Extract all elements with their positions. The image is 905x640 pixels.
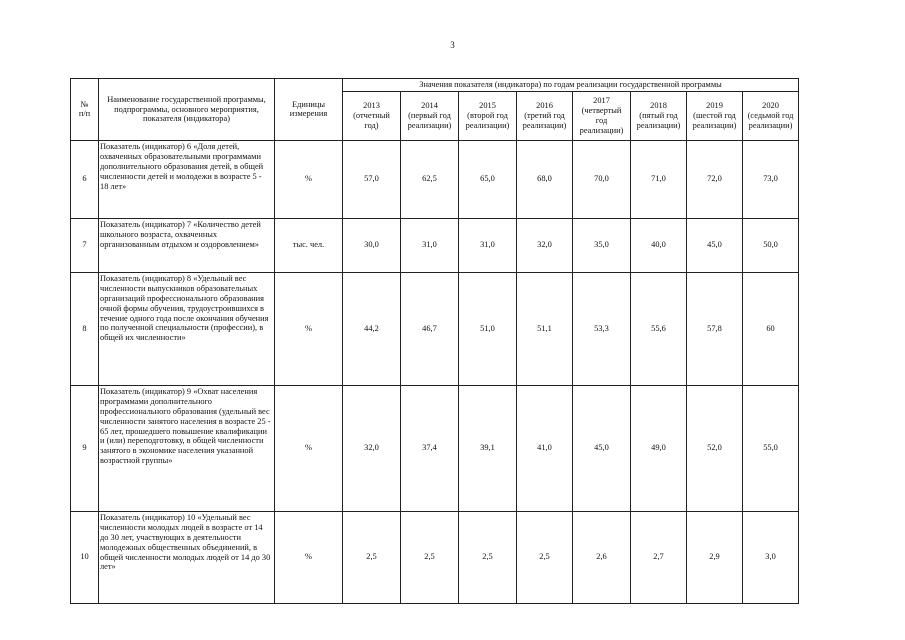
- indicator-value: 37,4: [401, 385, 459, 511]
- indicator-value: 45,0: [687, 218, 743, 272]
- indicator-value: 31,0: [401, 218, 459, 272]
- indicator-name: Показатель (индикатор) 9 «Охват населения программами дополнительного профессионального образования (удельный вес численности занятого населения в возрасте 25 - 65 лет, прошедшего повышение квалификации и (или) переподготовку, в общей численности занятого в экономике населения указанной возрастной группы»: [99, 385, 275, 511]
- header-no: № п/п: [71, 79, 99, 141]
- indicator-value: 32,0: [343, 385, 401, 511]
- indicator-name: Показатель (индикатор) 7 «Количество детей школьного возраста, охваченных организованным отдыхом и оздоровлением»: [99, 218, 275, 272]
- indicator-value: 60: [743, 272, 799, 385]
- indicator-value: 2,9: [687, 511, 743, 603]
- year-label: 2015: [479, 101, 496, 111]
- indicator-value: 35,0: [573, 218, 631, 272]
- year-note: (первый год реализации): [407, 110, 452, 130]
- indicator-unit: %: [275, 511, 343, 603]
- indicator-value: 68,0: [517, 140, 573, 218]
- indicator-value: 71,0: [631, 140, 687, 218]
- table-row: [71, 140, 799, 218]
- header-year-2020: [743, 91, 799, 140]
- header-year-2016: [517, 91, 573, 140]
- page-number: 3: [450, 40, 455, 50]
- table-row: [71, 385, 799, 511]
- indicator-value: 57,0: [343, 140, 401, 218]
- header-year-2015: [459, 91, 517, 140]
- header-year-2014: [401, 91, 459, 140]
- row-number: 9: [71, 385, 99, 511]
- year-note: (второй год реализации): [465, 110, 510, 130]
- header-year-2013: [343, 91, 401, 140]
- indicator-value: 39,1: [459, 385, 517, 511]
- indicator-value: 45,0: [573, 385, 631, 511]
- indicator-value: 52,0: [687, 385, 743, 511]
- year-label: 2014: [421, 101, 438, 111]
- year-note: (третий год реализации): [522, 110, 567, 130]
- indicator-value: 73,0: [743, 140, 799, 218]
- year-label: 2019: [706, 101, 723, 111]
- indicator-value: 49,0: [631, 385, 687, 511]
- year-note: (седьмой год реализации): [747, 110, 794, 130]
- year-label: 2016: [536, 101, 553, 111]
- indicator-value: 2,7: [631, 511, 687, 603]
- indicator-value: 30,0: [343, 218, 401, 272]
- header-name: Наименование государственной программы, подпрограммы, основного мероприятия, показателя (индикатора): [99, 79, 275, 141]
- header-values-group: Значения показателя (индикатора) по годам реализации государственной программы: [343, 79, 799, 92]
- year-label: 2017: [593, 96, 610, 106]
- table-row: [71, 272, 799, 385]
- year-label: 2020: [762, 101, 779, 111]
- indicator-value: 57,8: [687, 272, 743, 385]
- indicator-value: 32,0: [517, 218, 573, 272]
- indicator-value: 62,5: [401, 140, 459, 218]
- header-year-2019: [687, 91, 743, 140]
- indicator-value: 2,6: [573, 511, 631, 603]
- indicator-value: 40,0: [631, 218, 687, 272]
- indicator-value: 53,3: [573, 272, 631, 385]
- row-number: 8: [71, 272, 99, 385]
- year-note: (четвертый год реализации): [579, 106, 624, 135]
- year-note: (отчетный год): [353, 110, 390, 130]
- indicator-value: 55,0: [743, 385, 799, 511]
- indicator-value: 72,0: [687, 140, 743, 218]
- indicator-name: Показатель (индикатор) 6 «Доля детей, охваченных образовательными программами дополнительного образования детей, в общей численности детей и молодежи в возрасте 5 - 18 лет»: [99, 140, 275, 218]
- indicator-unit: %: [275, 140, 343, 218]
- table-row: [71, 218, 799, 272]
- indicator-value: 31,0: [459, 218, 517, 272]
- header-year-2018: [631, 91, 687, 140]
- row-number: 10: [71, 511, 99, 603]
- indicator-unit: тыс. чел.: [275, 218, 343, 272]
- indicator-value: 2,5: [459, 511, 517, 603]
- indicator-value: 41,0: [517, 385, 573, 511]
- indicator-value: 51,1: [517, 272, 573, 385]
- indicator-value: 50,0: [743, 218, 799, 272]
- indicators-table: [70, 78, 799, 604]
- indicator-value: 2,5: [343, 511, 401, 603]
- indicator-unit: %: [275, 272, 343, 385]
- year-label: 2018: [650, 101, 667, 111]
- indicator-name: Показатель (индикатор) 10 «Удельный вес численности молодых людей в возрасте от 14 до 30 лет, участвующих в деятельности молодежных общественных объединений, в общей численности молодых людей от 14 до 30 лет»: [99, 511, 275, 603]
- table-row: [71, 511, 799, 603]
- indicator-value: 65,0: [459, 140, 517, 218]
- year-label: 2013: [363, 101, 380, 111]
- indicator-unit: %: [275, 385, 343, 511]
- row-number: 6: [71, 140, 99, 218]
- indicator-value: 44,2: [343, 272, 401, 385]
- indicator-value: 51,0: [459, 272, 517, 385]
- indicator-value: 70,0: [573, 140, 631, 218]
- indicator-value: 3,0: [743, 511, 799, 603]
- year-note: (шестой год реализации): [692, 110, 737, 130]
- year-note: (пятый год реализации): [636, 110, 681, 130]
- indicator-value: 55,6: [631, 272, 687, 385]
- indicator-name: Показатель (индикатор) 8 «Удельный вес численности выпускников образовательных организаций профессионального образования очной формы обучения, трудоустроившихся в течение одного года после окончания обучения по полученной специальности (профессии), в общей их численности»: [99, 272, 275, 385]
- header-unit: Единицы измерения: [275, 79, 343, 141]
- row-number: 7: [71, 218, 99, 272]
- header-year-2017: [573, 91, 631, 140]
- indicator-value: 2,5: [401, 511, 459, 603]
- indicator-value: 46,7: [401, 272, 459, 385]
- indicator-value: 2,5: [517, 511, 573, 603]
